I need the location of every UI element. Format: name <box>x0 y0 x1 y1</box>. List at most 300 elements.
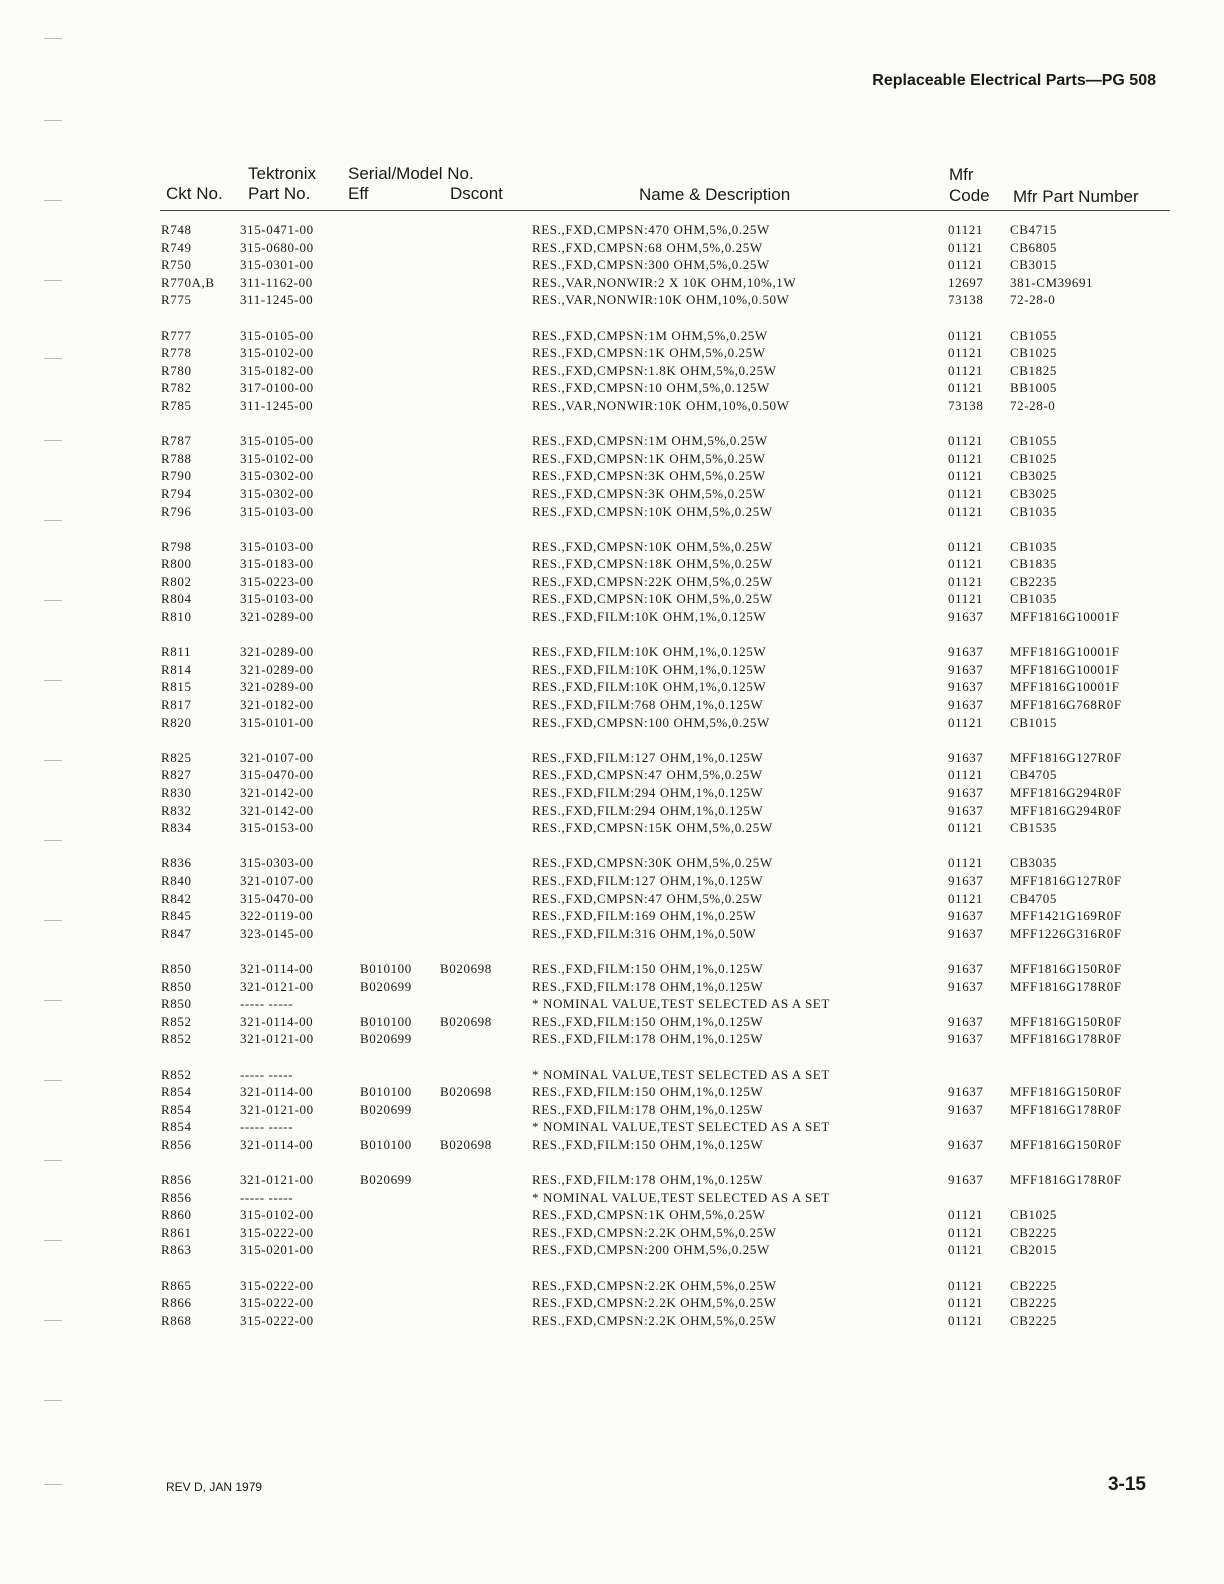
margin-mark <box>44 680 62 681</box>
part-no: 321-0289-00 <box>240 679 314 695</box>
description: RES.,FXD,FILM:150 OHM,1%,0.125W <box>532 1013 764 1029</box>
part-no: 315-0102-00 <box>240 1207 314 1223</box>
description: RES.,FXD,CMPSN:68 OHM,5%,0.25W <box>532 239 763 255</box>
margin-mark <box>44 1160 62 1161</box>
mfr-part-number: MFF1816G178R0F <box>1010 1172 1122 1188</box>
part-no: 321-0114-00 <box>240 1136 314 1152</box>
margin-mark <box>44 920 62 921</box>
part-no: 315-0470-00 <box>240 767 314 783</box>
mfr-code: 01121 <box>948 380 984 396</box>
description: RES.,FXD,CMPSN:15K OHM,5%,0.25W <box>532 820 773 836</box>
part-no: 315-0103-00 <box>240 591 314 607</box>
ckt-no: R856 <box>161 1172 192 1188</box>
mfr-code: 01121 <box>948 714 984 730</box>
ckt-no: R854 <box>161 1084 192 1100</box>
description: RES.,FXD,CMPSN:3K OHM,5%,0.25W <box>532 468 766 484</box>
ckt-no: R815 <box>161 679 192 695</box>
part-no: 315-0183-00 <box>240 556 314 572</box>
mfr-code: 01121 <box>948 468 984 484</box>
part-no: 321-0142-00 <box>240 785 314 800</box>
table-row <box>0 1190 1224 1208</box>
ckt-no: R865 <box>161 1277 192 1293</box>
eff-serial: B010100 <box>360 1013 412 1029</box>
page-number: 3-15 <box>1107 1474 1146 1495</box>
part-no: 315-0302-00 <box>240 485 314 501</box>
table-row <box>0 609 1224 627</box>
part-no: 315-0102-00 <box>240 345 314 361</box>
mfr-part-number: CB1025 <box>1010 345 1057 361</box>
mfr-code: 01121 <box>948 1242 984 1258</box>
description: RES.,FXD,FILM:127 OHM,1%,0.125W <box>532 872 764 888</box>
header-tektronix: Tektronix <box>248 164 317 183</box>
mfr-code: 91637 <box>948 1013 984 1029</box>
mfr-code: 91637 <box>948 978 984 994</box>
header-part-no: Part No. <box>248 184 311 203</box>
ckt-no: R780 <box>161 362 192 378</box>
ckt-no: R850 <box>161 978 192 994</box>
table-row <box>0 345 1224 363</box>
header-ckt-no: Ckt No. <box>166 184 223 203</box>
description: RES.,FXD,CMPSN:470 OHM,5%,0.25W <box>532 222 770 237</box>
ckt-no: R850 <box>161 996 192 1012</box>
ckt-no: R861 <box>161 1224 192 1240</box>
description: RES.,FXD,CMPSN:30K OHM,5%,0.25W <box>532 855 773 871</box>
part-no: 315-0105-00 <box>240 433 314 449</box>
mfr-code: 01121 <box>948 222 984 237</box>
mfr-part-number: CB1835 <box>1010 556 1057 572</box>
ckt-no: R798 <box>161 538 192 554</box>
mfr-code: 01121 <box>948 855 984 871</box>
mfr-code: 01121 <box>948 362 984 378</box>
eff-serial: B010100 <box>360 960 412 976</box>
mfr-part-number: MFF1816G294R0F <box>1010 802 1122 818</box>
mfr-part-number: 72-28-0 <box>1010 292 1056 308</box>
ckt-no: R825 <box>161 749 192 765</box>
header-dscont: Dscont <box>450 184 503 203</box>
part-no: 315-0102-00 <box>240 450 314 466</box>
eff-serial: B020699 <box>360 1031 412 1047</box>
part-no: ----- ----- <box>240 1189 294 1205</box>
ckt-no: R834 <box>161 820 192 836</box>
margin-mark <box>44 1080 62 1081</box>
mfr-part-number: CB1035 <box>1010 591 1057 607</box>
mfr-part-number: CB2015 <box>1010 1242 1057 1258</box>
ckt-no: R817 <box>161 697 192 713</box>
mfr-code: 01121 <box>948 573 984 589</box>
parts-group <box>0 1278 1224 1331</box>
mfr-code: 91637 <box>948 609 984 625</box>
description: RES.,FXD,CMPSN:10 OHM,5%,0.125W <box>532 380 770 396</box>
description: RES.,FXD,CMPSN:2.2K OHM,5%,0.25W <box>532 1295 777 1311</box>
ckt-no: R845 <box>161 908 192 924</box>
description: RES.,FXD,FILM:127 OHM,1%,0.125W <box>532 749 764 765</box>
part-no: 321-0107-00 <box>240 749 314 765</box>
mfr-code: 12697 <box>948 274 984 290</box>
ckt-no: R856 <box>161 1189 192 1205</box>
description: RES.,FXD,FILM:10K OHM,1%,0.125W <box>532 661 767 677</box>
description: RES.,FXD,CMPSN:10K OHM,5%,0.25W <box>532 503 773 519</box>
ckt-no: R820 <box>161 714 192 730</box>
margin-mark <box>44 1240 62 1241</box>
part-no: 311-1245-00 <box>240 397 314 413</box>
table-row <box>0 222 1224 240</box>
table-row <box>0 363 1224 381</box>
mfr-code: 91637 <box>948 785 984 800</box>
ckt-no: R842 <box>161 890 192 906</box>
ckt-no: R775 <box>161 292 192 308</box>
parts-group <box>0 328 1224 416</box>
description: RES.,FXD,CMPSN:100 OHM,5%,0.25W <box>532 714 770 730</box>
description: RES.,FXD,FILM:169 OHM,1%,0.25W <box>532 908 757 924</box>
margin-mark <box>44 38 62 39</box>
ckt-no: R790 <box>161 468 192 484</box>
table-row <box>0 979 1224 997</box>
mfr-part-number: CB1025 <box>1010 1207 1057 1223</box>
mfr-code: 01121 <box>948 1277 984 1293</box>
mfr-code: 01121 <box>948 485 984 501</box>
ckt-no: R863 <box>161 1242 192 1258</box>
description: RES.,FXD,FILM:178 OHM,1%,0.125W <box>532 978 764 994</box>
parts-group <box>0 433 1224 521</box>
description: RES.,FXD,CMPSN:2.2K OHM,5%,0.25W <box>532 1224 777 1240</box>
table-row <box>0 1295 1224 1313</box>
eff-serial: B010100 <box>360 1136 412 1152</box>
part-no: 321-0121-00 <box>240 1172 314 1188</box>
ckt-no: R796 <box>161 503 192 519</box>
part-no: 321-0121-00 <box>240 1031 314 1047</box>
table-row <box>0 820 1224 838</box>
table-row <box>0 679 1224 697</box>
eff-serial: B010100 <box>360 1084 412 1100</box>
part-no: ----- ----- <box>240 1119 294 1135</box>
description: RES.,FXD,CMPSN:47 OHM,5%,0.25W <box>532 890 763 906</box>
table-row <box>0 785 1224 803</box>
part-no: 315-0101-00 <box>240 714 314 730</box>
ckt-no: R794 <box>161 485 192 501</box>
table-row <box>0 240 1224 258</box>
table-row <box>0 398 1224 416</box>
mfr-part-number: CB4705 <box>1010 890 1057 906</box>
ckt-no: R800 <box>161 556 192 572</box>
part-no: 315-0680-00 <box>240 239 314 255</box>
table-row <box>0 257 1224 275</box>
description: * NOMINAL VALUE,TEST SELECTED AS A SET <box>532 1119 830 1135</box>
mfr-code: 91637 <box>948 925 984 941</box>
column-headers <box>0 162 1224 212</box>
part-no: 315-0103-00 <box>240 503 314 519</box>
ckt-no: R854 <box>161 1119 192 1135</box>
table-row <box>0 644 1224 662</box>
header-eff: Eff <box>348 184 369 203</box>
table-row <box>0 715 1224 733</box>
ckt-no: R852 <box>161 1013 192 1029</box>
description: RES.,FXD,CMPSN:10K OHM,5%,0.25W <box>532 538 773 554</box>
margin-mark <box>44 1320 62 1321</box>
part-no: 311-1162-00 <box>240 274 313 290</box>
description: RES.,FXD,CMPSN:1K OHM,5%,0.25W <box>532 450 766 466</box>
ckt-no: R836 <box>161 855 192 871</box>
mfr-part-number: CB2235 <box>1010 573 1057 589</box>
table-row <box>0 1278 1224 1296</box>
description: RES.,FXD,FILM:294 OHM,1%,0.125W <box>532 802 764 818</box>
ckt-no: R804 <box>161 591 192 607</box>
description: RES.,FXD,CMPSN:18K OHM,5%,0.25W <box>532 556 773 572</box>
part-no: 315-0223-00 <box>240 573 314 589</box>
ckt-no: R778 <box>161 345 192 361</box>
mfr-part-number: CB4705 <box>1010 767 1057 783</box>
mfr-part-number: CB1015 <box>1010 714 1057 730</box>
margin-mark <box>44 120 62 121</box>
mfr-code: 91637 <box>948 1101 984 1117</box>
margin-mark <box>44 280 62 281</box>
mfr-part-number: MFF1816G150R0F <box>1010 1013 1122 1029</box>
part-no: 315-0201-00 <box>240 1242 314 1258</box>
mfr-code: 91637 <box>948 661 984 677</box>
table-row <box>0 1014 1224 1032</box>
mfr-part-number: CB1035 <box>1010 503 1057 519</box>
part-no: 321-0121-00 <box>240 1101 314 1117</box>
mfr-part-number: CB1055 <box>1010 433 1057 449</box>
part-no: 315-0222-00 <box>240 1312 314 1328</box>
table-row <box>0 1207 1224 1225</box>
mfr-code: 91637 <box>948 644 984 660</box>
mfr-code: 01121 <box>948 327 984 343</box>
table-row <box>0 1102 1224 1120</box>
mfr-part-number: CB4715 <box>1010 222 1057 237</box>
mfr-part-number: CB3025 <box>1010 468 1057 484</box>
mfr-code: 01121 <box>948 450 984 466</box>
part-no: 315-0222-00 <box>240 1295 314 1311</box>
margin-mark <box>44 600 62 601</box>
mfr-code: 91637 <box>948 908 984 924</box>
table-row <box>0 803 1224 821</box>
margin-mark <box>44 200 62 201</box>
part-no: 315-0182-00 <box>240 362 314 378</box>
table-row <box>0 328 1224 346</box>
description: RES.,FXD,FILM:10K OHM,1%,0.125W <box>532 609 767 625</box>
table-row <box>0 1031 1224 1049</box>
mfr-code: 01121 <box>948 556 984 572</box>
ckt-no: R749 <box>161 239 192 255</box>
ckt-no: R832 <box>161 802 192 818</box>
part-no: 311-1245-00 <box>240 292 314 308</box>
mfr-part-number: MFF1816G178R0F <box>1010 1031 1122 1047</box>
mfr-code: 01121 <box>948 433 984 449</box>
header-name-description: Name & Description <box>639 185 791 204</box>
parts-group <box>0 222 1224 310</box>
table-row <box>0 750 1224 768</box>
margin-mark <box>44 1000 62 1001</box>
mfr-code: 91637 <box>948 749 984 765</box>
description: RES.,FXD,CMPSN:10K OHM,5%,0.25W <box>532 591 773 607</box>
dscont-serial: B020698 <box>440 1013 492 1029</box>
table-row <box>0 486 1224 504</box>
description: RES.,FXD,CMPSN:1K OHM,5%,0.25W <box>532 345 766 361</box>
mfr-code: 01121 <box>948 503 984 519</box>
description: RES.,FXD,FILM:150 OHM,1%,0.125W <box>532 960 764 976</box>
part-no: 315-0301-00 <box>240 257 314 273</box>
mfr-part-number: MFF1816G127R0F <box>1010 872 1122 888</box>
table-row <box>0 468 1224 486</box>
mfr-part-number: MFF1816G768R0F <box>1010 697 1122 713</box>
ckt-no: R811 <box>161 644 192 660</box>
dscont-serial: B020698 <box>440 960 492 976</box>
part-no: 317-0100-00 <box>240 380 314 396</box>
margin-mark <box>44 840 62 841</box>
part-no: ----- ----- <box>240 996 294 1012</box>
table-row <box>0 961 1224 979</box>
mfr-part-number: MFF1816G178R0F <box>1010 978 1122 994</box>
description: RES.,FXD,FILM:294 OHM,1%,0.125W <box>532 785 764 800</box>
ckt-no: R814 <box>161 661 192 677</box>
header-mfr-part-number: Mfr Part Number <box>1013 187 1139 206</box>
mfr-code: 91637 <box>948 1084 984 1100</box>
mfr-part-number: CB6805 <box>1010 239 1057 255</box>
table-row <box>0 908 1224 926</box>
part-no: 321-0114-00 <box>240 960 314 976</box>
eff-serial: B020699 <box>360 1172 412 1188</box>
description: RES.,FXD,CMPSN:1M OHM,5%,0.25W <box>532 327 768 343</box>
margin-mark <box>44 1484 62 1485</box>
table-row <box>0 873 1224 891</box>
part-no: 315-0471-00 <box>240 222 314 237</box>
mfr-code: 01121 <box>948 239 984 255</box>
mfr-part-number: CB2225 <box>1010 1277 1057 1293</box>
ckt-no: R856 <box>161 1136 192 1152</box>
description: RES.,FXD,CMPSN:1.8K OHM,5%,0.25W <box>532 362 777 378</box>
part-no: 323-0145-00 <box>240 925 314 941</box>
description: RES.,FXD,CMPSN:2.2K OHM,5%,0.25W <box>532 1277 777 1293</box>
part-no: ----- ----- <box>240 1066 294 1082</box>
mfr-code: 01121 <box>948 1312 984 1328</box>
description: RES.,FXD,CMPSN:1K OHM,5%,0.25W <box>532 1207 766 1223</box>
mfr-code: 01121 <box>948 257 984 273</box>
table-row <box>0 574 1224 592</box>
parts-group <box>0 750 1224 838</box>
description: RES.,FXD,CMPSN:3K OHM,5%,0.25W <box>532 485 766 501</box>
mfr-code: 01121 <box>948 1224 984 1240</box>
parts-table <box>0 222 1224 1348</box>
mfr-part-number: MFF1816G150R0F <box>1010 1084 1122 1100</box>
margin-mark <box>44 440 62 441</box>
ckt-no: R850 <box>161 960 192 976</box>
revision-note: REV D, JAN 1979 <box>166 1480 263 1494</box>
table-row <box>0 1313 1224 1331</box>
header-serial-model: Serial/Model No. <box>348 164 474 183</box>
dscont-serial: B020698 <box>440 1136 492 1152</box>
mfr-code: 91637 <box>948 1172 984 1188</box>
margin-mark <box>44 358 62 359</box>
ckt-no: R852 <box>161 1031 192 1047</box>
mfr-part-number: 381-CM39691 <box>1010 274 1094 290</box>
margin-mark <box>44 520 62 521</box>
table-row <box>0 1242 1224 1260</box>
description: RES.,FXD,FILM:10K OHM,1%,0.125W <box>532 644 767 660</box>
mfr-code: 91637 <box>948 679 984 695</box>
part-no: 315-0303-00 <box>240 855 314 871</box>
header-rule <box>160 210 1170 211</box>
description: RES.,FXD,FILM:178 OHM,1%,0.125W <box>532 1101 764 1117</box>
ckt-no: R770A,B <box>161 274 215 290</box>
table-row <box>0 451 1224 469</box>
mfr-part-number: MFF1816G10001F <box>1010 644 1120 660</box>
ckt-no: R866 <box>161 1295 192 1311</box>
description: RES.,VAR,NONWIR:10K OHM,10%,0.50W <box>532 292 790 308</box>
part-no: 321-0182-00 <box>240 697 314 713</box>
description: RES.,FXD,CMPSN:1M OHM,5%,0.25W <box>532 433 768 449</box>
mfr-part-number: CB2225 <box>1010 1312 1057 1328</box>
table-row <box>0 504 1224 522</box>
part-no: 321-0107-00 <box>240 872 314 888</box>
ckt-no: R847 <box>161 925 192 941</box>
table-row <box>0 1137 1224 1155</box>
ckt-no: R860 <box>161 1207 192 1223</box>
table-row <box>0 855 1224 873</box>
ckt-no: R782 <box>161 380 192 396</box>
description: RES.,FXD,FILM:150 OHM,1%,0.125W <box>532 1136 764 1152</box>
mfr-code: 01121 <box>948 890 984 906</box>
mfr-part-number: CB1825 <box>1010 362 1057 378</box>
parts-group <box>0 539 1224 627</box>
description: RES.,FXD,FILM:768 OHM,1%,0.125W <box>532 697 764 713</box>
table-row <box>0 1067 1224 1085</box>
table-row <box>0 926 1224 944</box>
table-row <box>0 662 1224 680</box>
mfr-code: 01121 <box>948 345 984 361</box>
part-no: 321-0121-00 <box>240 978 314 994</box>
dscont-serial: B020698 <box>440 1084 492 1100</box>
description: RES.,VAR,NONWIR:10K OHM,10%,0.50W <box>532 397 790 413</box>
part-no: 321-0289-00 <box>240 609 314 625</box>
mfr-part-number: CB2225 <box>1010 1295 1057 1311</box>
ckt-no: R854 <box>161 1101 192 1117</box>
description: RES.,FXD,CMPSN:22K OHM,5%,0.25W <box>532 573 773 589</box>
ckt-no: R827 <box>161 767 192 783</box>
ckt-no: R777 <box>161 327 192 343</box>
mfr-code: 01121 <box>948 1207 984 1223</box>
parts-group <box>0 1172 1224 1260</box>
mfr-part-number: MFF1816G127R0F <box>1010 749 1122 765</box>
mfr-part-number: MFF1816G10001F <box>1010 661 1120 677</box>
mfr-code: 91637 <box>948 872 984 888</box>
mfr-part-number: MFF1816G150R0F <box>1010 1136 1122 1152</box>
eff-serial: B020699 <box>360 1101 412 1117</box>
ckt-no: R810 <box>161 609 192 625</box>
eff-serial: B020699 <box>360 978 412 994</box>
description: RES.,FXD,FILM:178 OHM,1%,0.125W <box>532 1172 764 1188</box>
part-no: 321-0114-00 <box>240 1013 314 1029</box>
mfr-part-number: 72-28-0 <box>1010 397 1056 413</box>
ckt-no: R787 <box>161 433 192 449</box>
table-row <box>0 539 1224 557</box>
mfr-part-number: MFF1816G294R0F <box>1010 785 1122 800</box>
table-row <box>0 697 1224 715</box>
description: RES.,FXD,CMPSN:300 OHM,5%,0.25W <box>532 257 770 273</box>
table-row <box>0 891 1224 909</box>
ckt-no: R785 <box>161 397 192 413</box>
description: RES.,FXD,CMPSN:47 OHM,5%,0.25W <box>532 767 763 783</box>
table-row <box>0 380 1224 398</box>
part-no: 315-0470-00 <box>240 890 314 906</box>
table-row <box>0 556 1224 574</box>
table-row <box>0 591 1224 609</box>
table-row <box>0 433 1224 451</box>
part-no: 322-0119-00 <box>240 908 314 924</box>
mfr-code: 91637 <box>948 1136 984 1152</box>
mfr-code: 01121 <box>948 820 984 836</box>
ckt-no: R750 <box>161 257 192 273</box>
part-no: 315-0105-00 <box>240 327 314 343</box>
